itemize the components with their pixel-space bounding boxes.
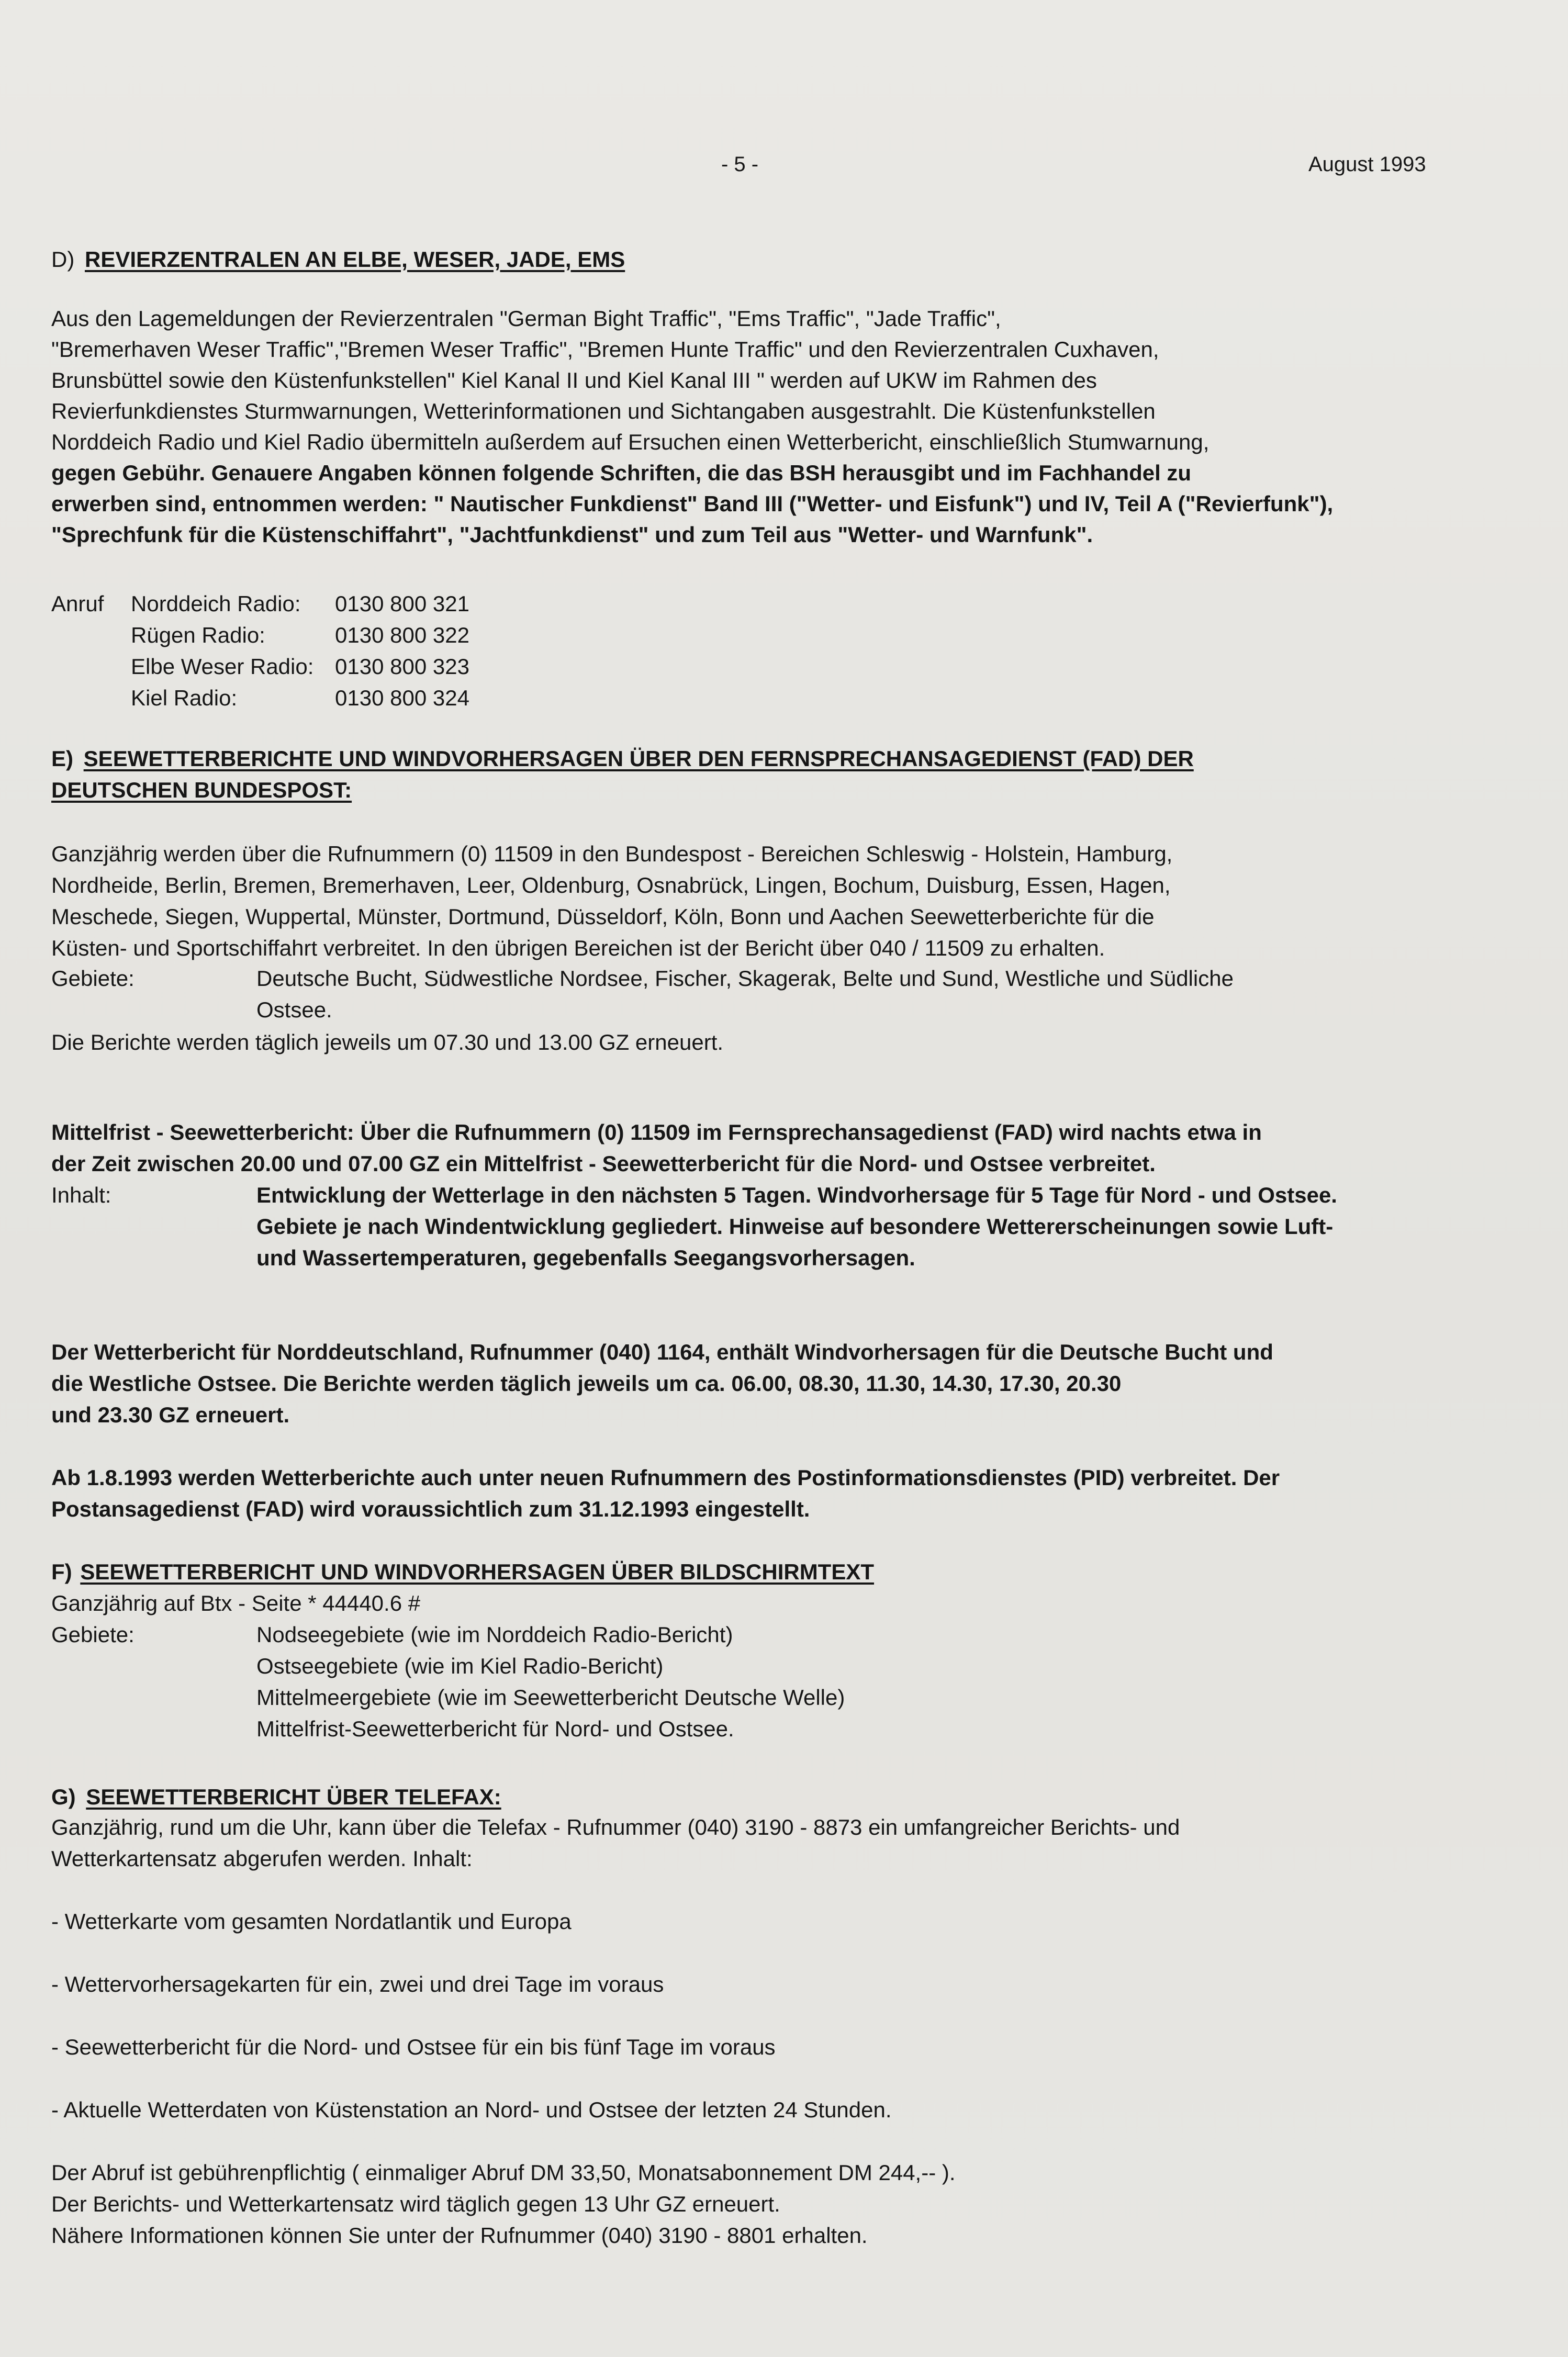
section-d-text-line: "Sprechfunk für die Küstenschiffahrt", "Jachtfunkdienst" und zum Teil aus "Wetter- und Warnfunk". [51, 522, 1093, 547]
section-f-title: SEEWETTERBERICHT UND WINDVORHERSAGEN ÜBER BILDSCHIRMTEXT [80, 1559, 875, 1584]
section-g-label: G) [51, 1784, 76, 1809]
section-g-item: - Aktuelle Wetterdaten von Küstenstation an Nord- und Ostsee der letzten 24 Stunden. [51, 2097, 892, 2122]
section-e-title-line2: DEUTSCHEN BUNDESPOST: [51, 778, 352, 802]
section-e-label: E) [51, 746, 73, 771]
section-g-item: - Seewetterbericht für die Nord- und Ostsee für ein bis fünf Tage im voraus [51, 2035, 776, 2059]
section-e-text-line: Nordheide, Berlin, Bremen, Bremerhaven, Leer, Oldenburg, Osnabrück, Lingen, Bochum, Duisburg, Essen, Hagen, [51, 873, 1171, 897]
mittelfrist-text: Über die Rufnummern (0) 11509 im Fernsprechansagedienst (FAD) wird nachts etwa in [354, 1120, 1262, 1144]
section-f-label: F) [51, 1559, 72, 1584]
section-e-gebiete-line: Deutsche Bucht, Südwestliche Nordsee, Fischer, Skagerak, Belte und Sund, Westliche und Südliche [256, 966, 1234, 991]
section-g-footer-line: Nähere Informationen können Sie unter der Rufnummer (040) 3190 - 8801 erhalten. [51, 2223, 868, 2248]
btx-line: Ganzjährig auf Btx - Seite * 44440.6 # [51, 1591, 421, 1615]
mittelfrist-paragraph [51, 1120, 1262, 1145]
station-name: Norddeich Radio: [131, 591, 301, 616]
inhalt-line: Gebiete je nach Windentwicklung gegliedert. Hinweise auf besondere Wettererscheinungen sowie Luft- [256, 1214, 1334, 1239]
section-g-title: SEEWETTERBERICHT ÜBER TELEFAX: [86, 1784, 501, 1809]
section-e-title-line1: SEEWETTERBERICHTE UND WINDVORHERSAGEN ÜBER DEN FERNSPRECHANSAGEDIENST (FAD) DER [83, 746, 1194, 771]
section-d-text-line: Norddeich Radio und Kiel Radio übermitteln außerdem auf Ersuchen einen Wetterbericht, einschließlich Stumwarnung, [51, 430, 1209, 454]
section-d-text-line: "Bremerhaven Weser Traffic","Bremen Weser Traffic", "Bremen Hunte Traffic" und den Revierzentralen Cuxhaven, [51, 337, 1159, 362]
station-number: 0130 800 322 [335, 623, 469, 647]
inhalt-line: und Wassertemperaturen, gegebenfalls Seegangsvorhersagen. [256, 1245, 915, 1270]
inhalt-line: Entwicklung der Wetterlage in den nächsten 5 Tagen. Windvorhersage für 5 Tage für Nord - und Ostsee. [256, 1183, 1337, 1207]
section-f-gebiete-line: Nodseegebiete (wie im Norddeich Radio-Bericht) [256, 1622, 733, 1647]
section-e-text-line: Ganzjährig werden über die Rufnummern (0) 11509 in den Bundespost - Bereichen Schleswig - Holstein, Hamburg, [51, 841, 1173, 866]
section-d-text-line: gegen Gebühr. Genauere Angaben können folgende Schriften, die das BSH herausgibt und im Fachhandel zu [51, 461, 1192, 485]
section-f-gebiete-label: Gebiete: [51, 1622, 135, 1647]
section-e-gebiete-label: Gebiete: [51, 966, 135, 991]
section-g-item: - Wetterkarte vom gesamten Nordatlantik und Europa [51, 1909, 572, 1934]
section-e-text-line: Meschede, Siegen, Wuppertal, Münster, Dortmund, Düsseldorf, Köln, Bonn und Aachen Seewetterberichte für die [51, 904, 1155, 929]
norddeutschland-line: die Westliche Ostsee. Die Berichte werden täglich jeweils um ca. 06.00, 08.30, 11.30, 14.30, 17.30, 20.30 [51, 1371, 1122, 1396]
section-e-text-line: Küsten- und Sportschiffahrt verbreitet. In den übrigen Bereichen ist der Bericht über 040 / 11509 zu erhalten. [51, 936, 1105, 960]
section-f-gebiete-line: Mittelmeergebiete (wie im Seewetterbericht Deutsche Welle) [256, 1685, 845, 1710]
section-d-text-line: Revierfunkdienstes Sturmwarnungen, Wetterinformationen und Sichtangaben ausgestrahlt. Die Küstenfunkstellen [51, 399, 1156, 423]
section-d-label: D) [51, 247, 75, 272]
station-name: Kiel Radio: [131, 686, 238, 710]
section-d-title: REVIERZENTRALEN AN ELBE, WESER, JADE, EMS [85, 247, 625, 272]
section-e-heading [51, 746, 1194, 771]
section-g-footer-line: Der Berichts- und Wetterkartensatz wird täglich gegen 13 Uhr GZ erneuert. [51, 2192, 780, 2216]
section-d-text-line: Brunsbüttel sowie den Küstenfunkstellen" Kiel Kanal II und Kiel Kanal III " werden auf UKW im Rahmen des [51, 368, 1097, 392]
section-d-text-line: erwerben sind, entnommen werden: " Nautischer Funkdienst" Band III ("Wetter- und Eisfunk") und IV, Teil A ("Revierfunk"), [51, 491, 1334, 516]
anruf-label: Anruf [51, 591, 104, 616]
page-number: - 5 - [721, 153, 759, 176]
section-g-item: - Wettervorhersagekarten für ein, zwei und drei Tage im voraus [51, 1972, 664, 1996]
section-f-heading [51, 1559, 874, 1585]
section-g-heading [51, 1784, 501, 1810]
norddeutschland-line: und 23.30 GZ erneuert. [51, 1402, 290, 1427]
notice-line: Postansagedienst (FAD) wird voraussichtlich zum 31.12.1993 eingestellt. [51, 1497, 810, 1521]
section-e-gebiete-line: Ostsee. [256, 997, 332, 1022]
station-name: Rügen Radio: [131, 623, 265, 647]
inhalt-label: Inhalt: [51, 1183, 111, 1207]
station-number: 0130 800 324 [335, 686, 469, 710]
section-e-renewal: Die Berichte werden täglich jeweils um 07.30 und 13.00 GZ erneuert. [51, 1030, 724, 1054]
notice-line: Ab 1.8.1993 werden Wetterberichte auch unter neuen Rufnummern des Postinformationsdienstes (PID) verbreitet. Der [51, 1465, 1280, 1490]
mittelfrist-title: Mittelfrist - Seewetterbericht: [51, 1120, 354, 1144]
section-g-intro-line: Wetterkartensatz abgerufen werden. Inhalt: [51, 1846, 473, 1871]
section-f-gebiete-line: Mittelfrist-Seewetterbericht für Nord- und Ostsee. [256, 1716, 734, 1741]
page-date: August 1993 [1308, 153, 1426, 176]
station-name: Elbe Weser Radio: [131, 654, 314, 679]
section-f-gebiete-line: Ostseegebiete (wie im Kiel Radio-Bericht) [256, 1654, 664, 1678]
station-number: 0130 800 323 [335, 654, 469, 679]
station-number: 0130 800 321 [335, 591, 469, 616]
section-d-heading [51, 247, 625, 272]
section-d-text-line: Aus den Lagemeldungen der Revierzentralen "German Bight Traffic", "Ems Traffic", "Jade Traffic", [51, 306, 1001, 331]
mittelfrist-line2: der Zeit zwischen 20.00 und 07.00 GZ ein Mittelfrist - Seewetterbericht für die Nord- und Ostsee verbreitet. [51, 1151, 1156, 1176]
section-g-footer-line: Der Abruf ist gebührenpflichtig ( einmaliger Abruf DM 33,50, Monatsabonnement DM 244,-- ). [51, 2160, 956, 2185]
norddeutschland-line: Der Wetterbericht für Norddeutschland, Rufnummer (040) 1164, enthält Windvorhersagen für die Deutsche Bucht und [51, 1340, 1273, 1364]
section-g-intro-line: Ganzjährig, rund um die Uhr, kann über die Telefax - Rufnummer (040) 3190 - 8873 ein umfangreicher Berichts- und [51, 1815, 1180, 1839]
